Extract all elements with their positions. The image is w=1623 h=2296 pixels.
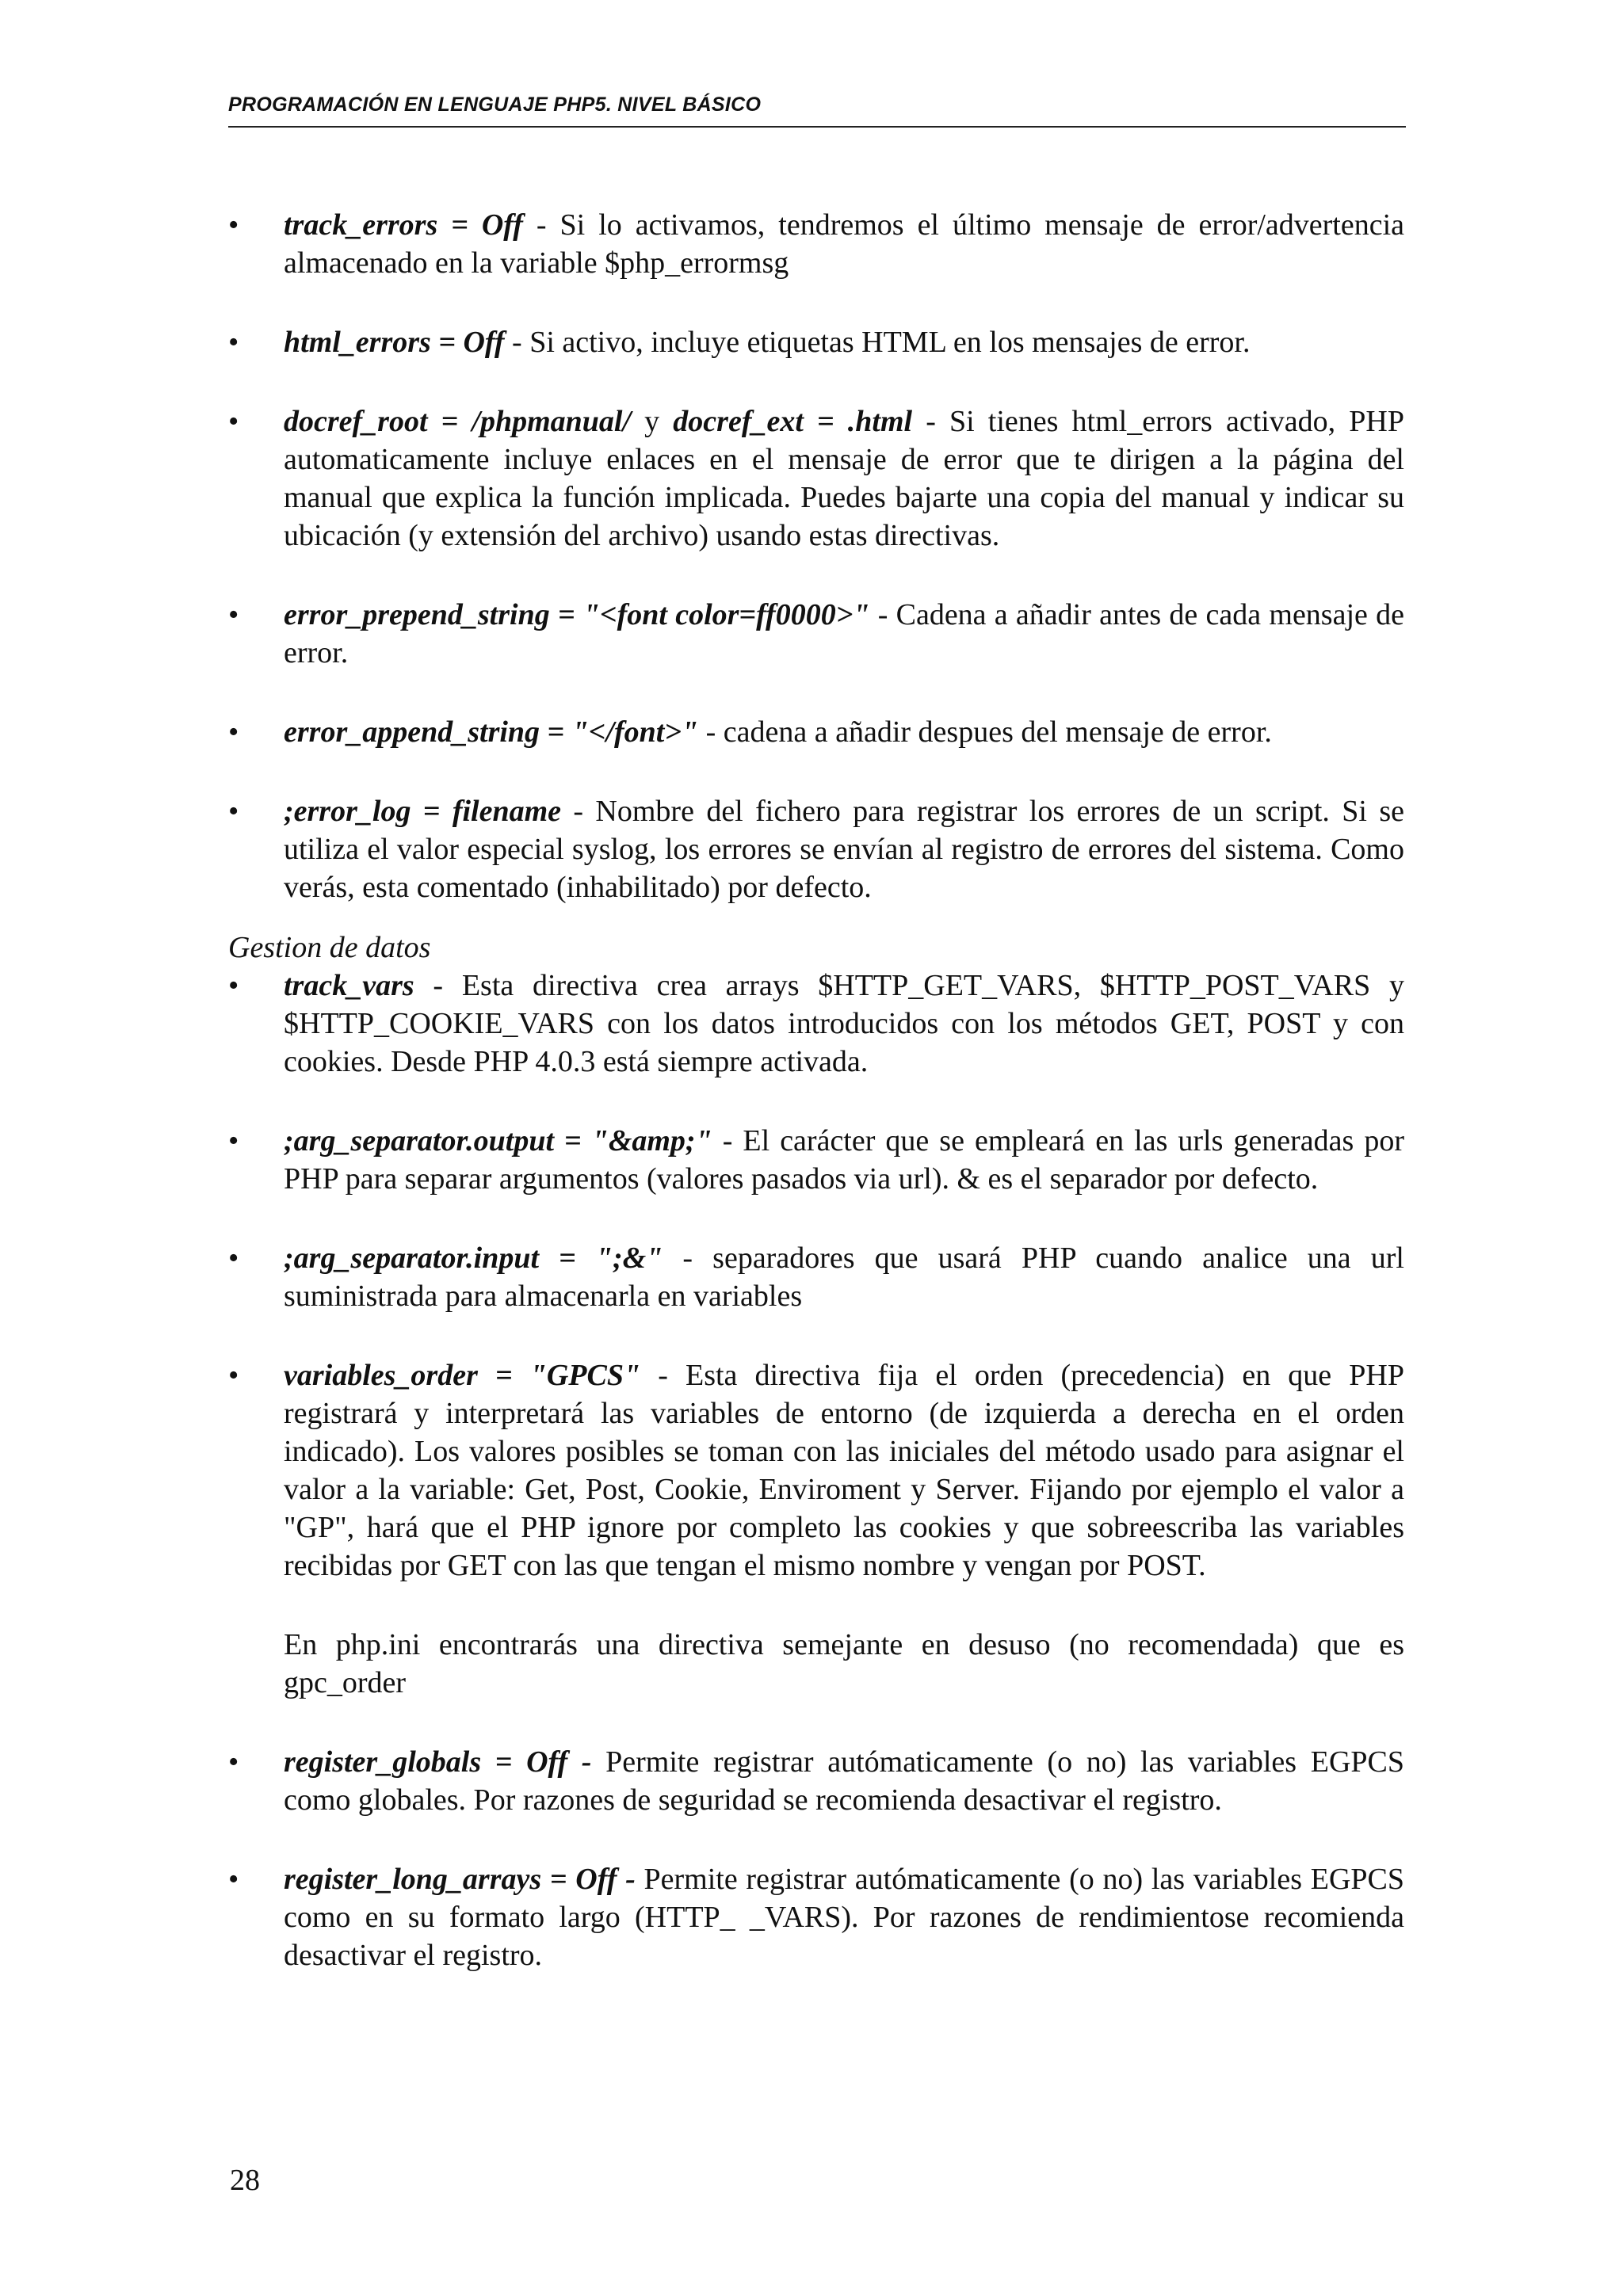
variables-order-note: En php.ini encontrarás una directiva semejante en desuso (no recomendada) que es gpc_order <box>284 1628 1404 1699</box>
bullet-icon: • <box>228 969 239 1002</box>
directive-description: - separadores que usará PHP cuando analice una url suministrada para almacenarla en variables <box>284 1241 1404 1313</box>
directive-description: - El carácter que se empleará en las urls generadas por PHP para separar argumentos (valores pasados via url). & es el separador por defecto. <box>284 1124 1404 1196</box>
bullet-icon: • <box>228 1124 239 1158</box>
directive-key: error_append_string = "</font>" <box>284 715 699 749</box>
directive-key: variables_order = "GPCS" <box>284 1359 641 1392</box>
directive-key: ;arg_separator.output = "&amp;" <box>284 1124 712 1158</box>
list-item-docref <box>228 402 1404 555</box>
directive-key: docref_root = /phpmanual/ <box>284 405 632 438</box>
bullet-icon: • <box>228 405 239 438</box>
directive-key-secondary: docref_ext = .html <box>673 405 913 438</box>
directive-description: - Si tienes html_errors activado, PHP automaticamente incluye enlaces en el mensaje de error que te dirigen a la página del manual que explica la función implicada. Puedes bajarte una copia del manual y indicar su ubicación (y extensión del archivo) usando estas directivas. <box>284 405 1404 552</box>
directive-key: register_globals = Off - <box>284 1745 592 1779</box>
directive-key: html_errors = Off <box>284 326 505 359</box>
directive-description: Permite registrar autómaticamente (o no) las variables EGPCS como globales. Por razones de seguridad se recomienda desactivar el registro. <box>284 1745 1404 1817</box>
directive-key: track_errors = Off <box>284 208 523 242</box>
page-number: 28 <box>230 2164 260 2197</box>
bullet-icon: • <box>228 715 239 749</box>
directive-key: track_vars <box>284 969 414 1002</box>
bullet-icon: • <box>228 1241 239 1275</box>
directive-key: ;arg_separator.input = ";&" <box>284 1241 663 1275</box>
directive-description: - Esta directiva crea arrays $HTTP_GET_VARS, $HTTP_POST_VARS y $HTTP_COOKIE_VARS con los datos introducidos con los métodos GET, POST y con cookies. Desde PHP 4.0.3 está siempre activada. <box>284 969 1404 1078</box>
directive-description: - Si activo, incluye etiquetas HTML en los mensajes de error. <box>504 326 1251 359</box>
bullet-icon: • <box>228 598 239 631</box>
list-item-variables-order <box>228 1356 1404 1585</box>
directive-key: error_prepend_string = "<font color=ff0000>" <box>284 598 870 631</box>
header-rule <box>228 126 1406 128</box>
running-header: PROGRAMACIÓN EN LENGUAJE PHP5. NIVEL BÁSICO <box>228 93 762 116</box>
bullet-icon: • <box>228 1863 239 1896</box>
bullet-icon: • <box>228 1359 239 1392</box>
bullet-icon: • <box>228 795 239 828</box>
list-item-arg-separator-output <box>228 1122 1404 1198</box>
list-item-track-errors <box>228 206 1404 282</box>
directive-description: - Si lo activamos, tendremos el último mensaje de error/advertencia almacenado en la variable $php_errormsg <box>284 208 1405 280</box>
bullet-icon: • <box>228 326 239 359</box>
list-item-register-globals <box>228 1743 1404 1819</box>
directive-key: ;error_log = filename <box>284 795 562 828</box>
list-item-track-vars <box>228 967 1404 1081</box>
list-item-arg-separator-input <box>228 1239 1404 1315</box>
directive-description: - Nombre del fichero para registrar los errores de un script. Si se utiliza el valor especial syslog, los errores se envían al registro de errores del sistema. Como verás, esta comentado (inhabilitado) por defecto. <box>284 795 1404 904</box>
directive-key: register_long_arrays = Off - <box>284 1863 636 1896</box>
directive-description: - Esta directiva fija el orden (precedencia) en que PHP registrará y interpretará las variables de entorno (de izquierda a derecha en el orden indicado). Los valores posibles se toman con las iniciales del método usado para asignar el valor a la variable: Get, Post, Cookie, Enviroment y Server. Fijando por ejemplo el valor a "GP", hará que el PHP ignore por completo las cookies y que sobreescriba las variables recibidas por GET con las que tengan el mismo nombre y vengan por POST. <box>284 1359 1404 1582</box>
directive-connector: y <box>631 405 674 438</box>
page-content <box>228 206 1404 1974</box>
directive-description: Permite registrar autómaticamente (o no) las variables EGPCS como en su formato largo (HTTP_ _VARS). Por razones de rendimientose recomienda desactivar el registro. <box>284 1863 1404 1972</box>
bullet-icon: • <box>228 208 239 242</box>
list-item-error-log <box>228 792 1404 906</box>
section-title: Gestion de datos <box>228 931 431 964</box>
directive-description: - Cadena a añadir antes de cada mensaje de error. <box>284 598 1404 669</box>
directive-description: - cadena a añadir despues del mensaje de error. <box>698 715 1272 749</box>
list-item-register-long-arrays <box>228 1860 1404 1974</box>
list-item-error-append-string <box>228 713 1404 751</box>
list-item-html-errors <box>228 323 1404 361</box>
list-item-error-prepend-string <box>228 596 1404 672</box>
bullet-icon: • <box>228 1745 239 1779</box>
